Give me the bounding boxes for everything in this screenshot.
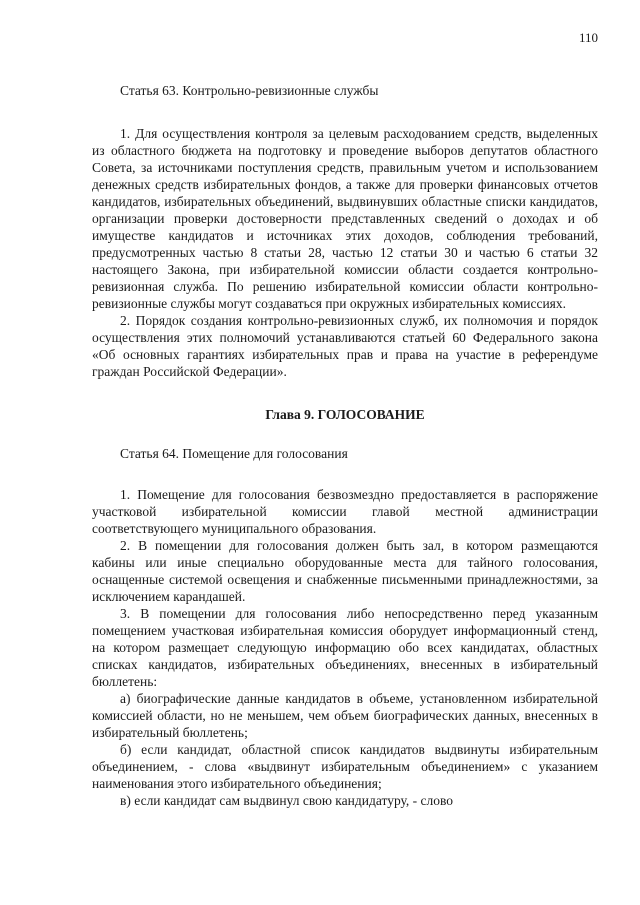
article-64-paragraph-3: 3. В помещении для голосования либо непосредственно перед указанным помещением участковая избирательная комиссия оборудует информационный стенд, на котором размещает следующую информацию обо всех кандидатах, областных списках кандидатов, избирательных объединениях, внесенных в избирательный бюллетень: — [92, 606, 598, 689]
article-63-title: Статья 63. Контрольно-ревизионные службы — [120, 83, 379, 98]
article-63-paragraph-2: 2. Порядок создания контрольно-ревизионных служб, их полномочия и порядок осуществления этих полномочий устанавливаются статьей 60 Федерального закона «Об основных гарантиях избирательных прав и права на участие в референдуме граждан Российской Федерации». — [92, 313, 598, 379]
article-64-title: Статья 64. Помещение для голосования — [120, 446, 348, 461]
article-64-paragraph-2: 2. В помещении для голосования должен быть зал, в котором размещаются кабины или иные специально оборудованные места для тайного голосования, оснащенные системой освещения и снабженные письменными принадлежностями, за исключением карандашей. — [92, 538, 598, 604]
article-64-item-b: б) если кандидат, областной список кандидатов выдвинуты избирательным объединением, - слова «выдвинут избирательным объединением» с указанием наименования этого избирательного объединения; — [92, 742, 598, 791]
article-64-item-a: а) биографические данные кандидатов в объеме, установленном избирательной комиссией области, но не меньшем, чем объем биографических данных, внесенных в избирательный бюллетень; — [92, 691, 598, 740]
article-64-paragraph-1: 1. Помещение для голосования безвозмездно предоставляется в распоряжение участковой избирательной комиссии главой местной администрации соответствующего муниципального образования. — [92, 487, 598, 536]
chapter-title: Глава 9. ГОЛОСОВАНИЕ — [265, 407, 425, 422]
page-number: 110 — [578, 30, 598, 45]
article-63-paragraph-1: 1. Для осуществления контроля за целевым расходованием средств, выделенных из областного бюджета на подготовку и проведение выборов депутатов областного Совета, за источниками поступления средств, правильным учетом и использованием денежных средств избирательных фондов, а также для проверки финансовых отчетов кандидатов, избирательных объединений, выдвинувших областные списки кандидатов, организации проверки достоверности представленных сведений о доходах и об имуществе кандидатов и источниках этих доходов, соблюдения требований, предусмотренных частью 8 статьи 28, частью 12 статьи 30 и частью 6 статьи 32 настоящего Закона, при избирательной комиссии области создается контрольно-ревизионная служба. По решению избирательной комиссии области контрольно-ревизионные службы могут создаваться при окружных избирательных комиссиях. — [92, 126, 598, 311]
document-page — [92, 30, 598, 809]
article-64-item-v: в) если кандидат сам выдвинул свою кандидатуру, - слово — [120, 793, 454, 808]
